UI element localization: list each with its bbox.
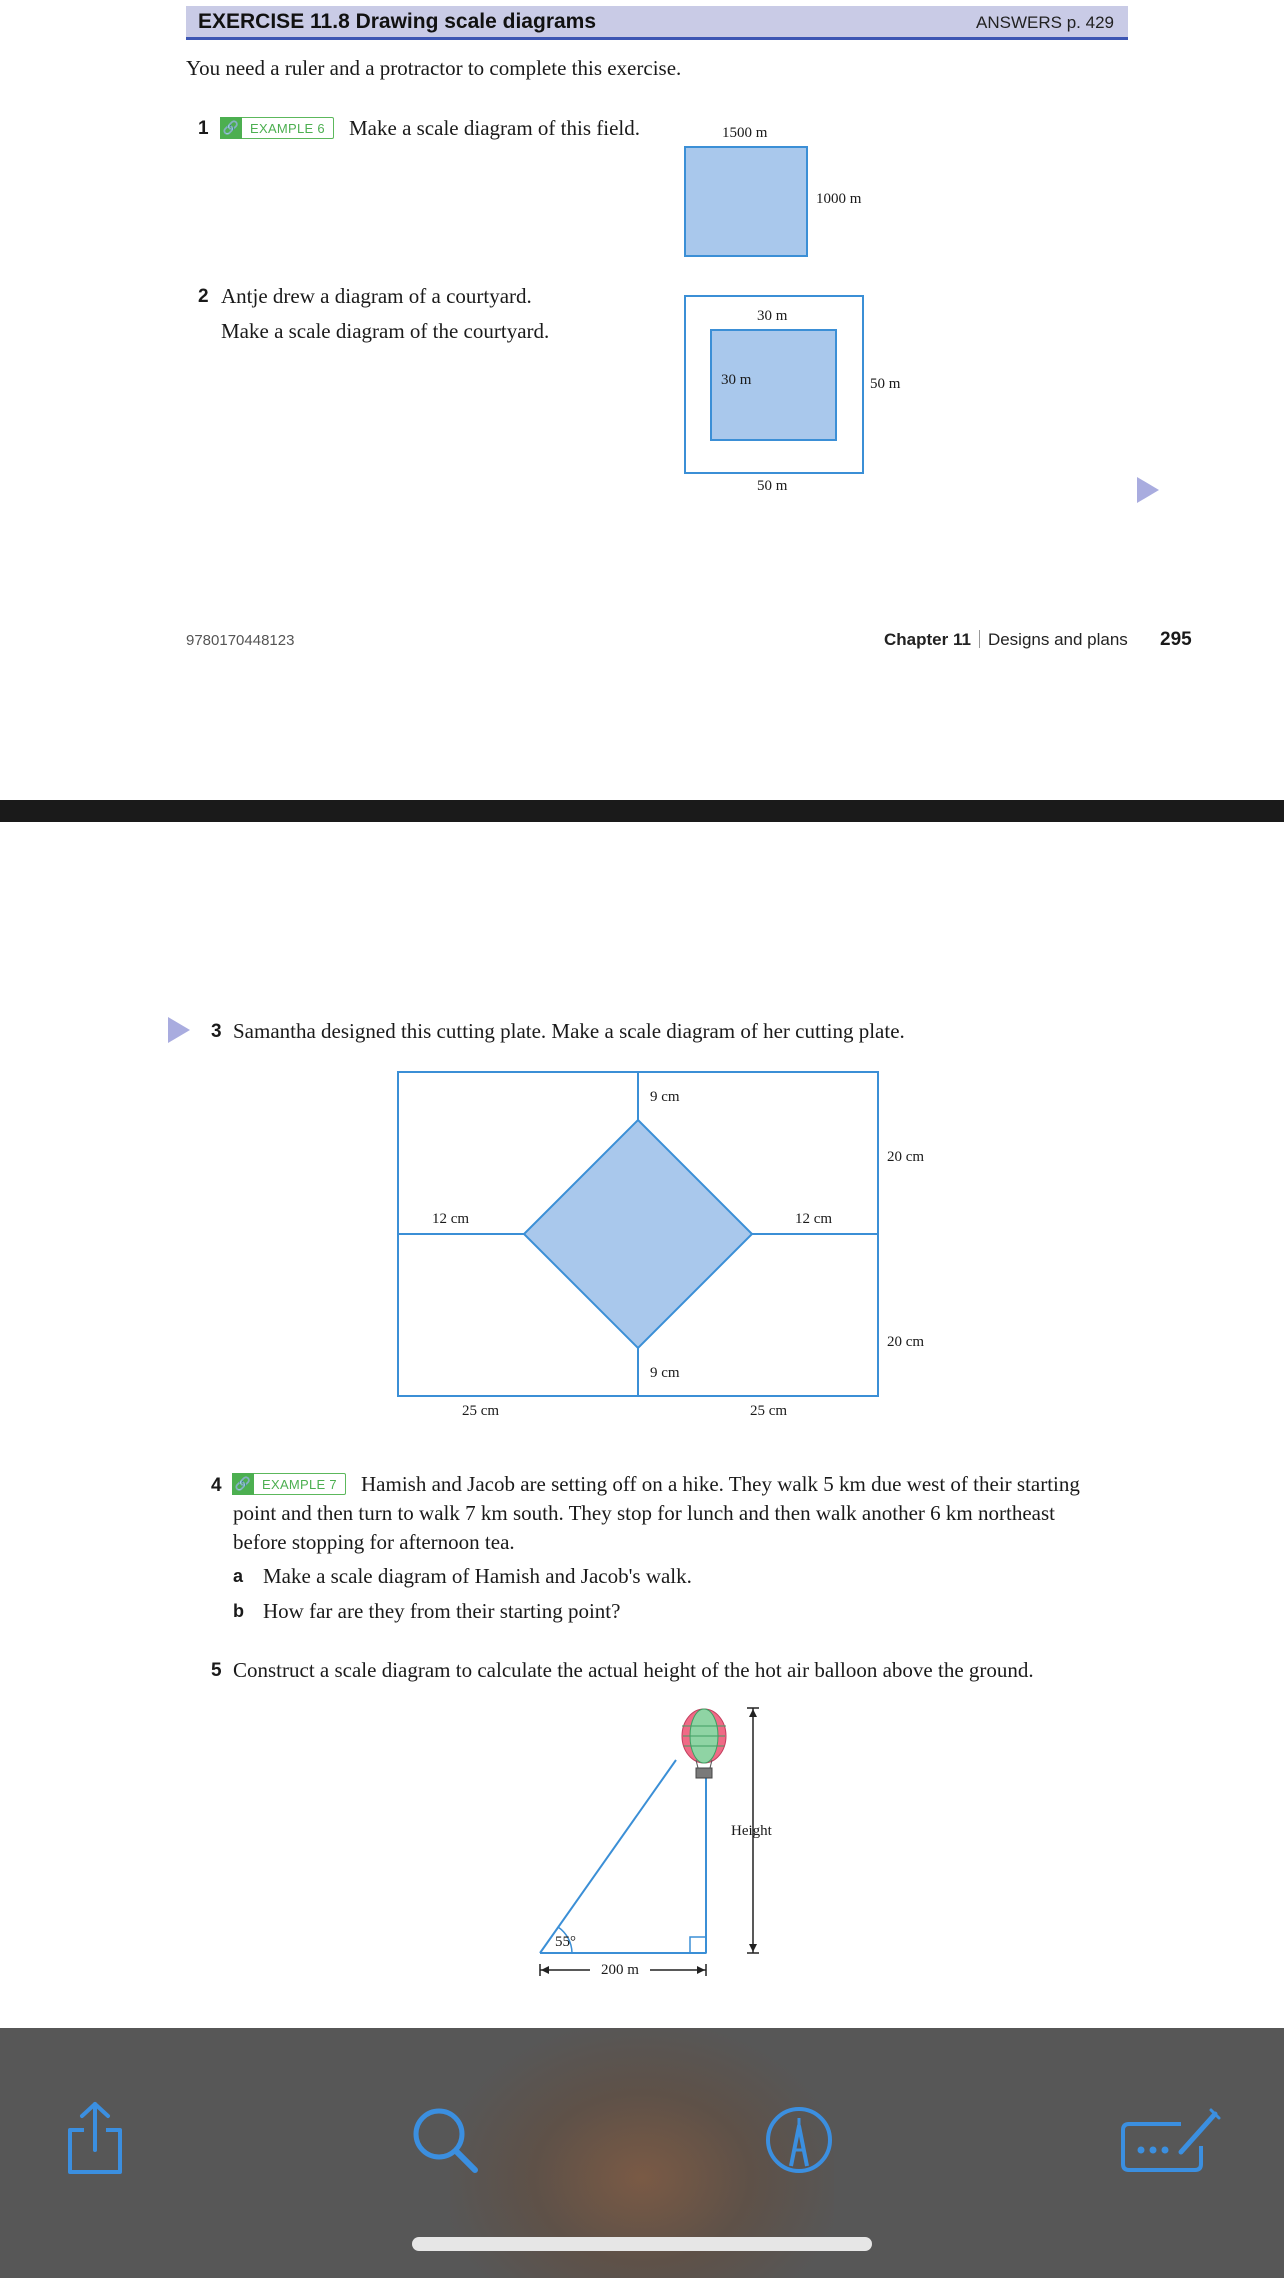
- share-icon: [64, 2100, 126, 2176]
- q4-line1: Hamish and Jacob are setting off on a hike. They walk 5 km due west of their starting: [361, 1472, 1080, 1496]
- link-icon: 🔗: [232, 1473, 254, 1495]
- q5-base-arrowhead-left: [541, 1966, 549, 1974]
- q4-example-label: EXAMPLE 7: [262, 1476, 337, 1492]
- isbn: 9780170448123: [186, 632, 295, 649]
- keyboard-pen-button[interactable]: [1116, 2095, 1226, 2185]
- q3-bottom-center-label: 9 cm: [650, 1365, 680, 1381]
- footer-separator: [979, 630, 980, 648]
- q1-example-label: EXAMPLE 6: [250, 120, 325, 136]
- prev-page-arrow-icon[interactable]: [168, 1017, 190, 1043]
- q2-outer-bottom-label: 50 m: [757, 478, 788, 494]
- q1-example-link[interactable]: [220, 117, 334, 139]
- chapter-number: Chapter 11: [884, 630, 971, 649]
- q4-number: 4: [211, 1475, 222, 1496]
- q4-line3: before stopping for afternoon tea.: [233, 1530, 515, 1554]
- exercise-title: EXERCISE 11.8 Drawing scale diagrams: [198, 10, 597, 33]
- exercise-banner: [186, 6, 1128, 40]
- q4-part-b-label: b: [233, 1601, 244, 1621]
- hot-air-balloon-icon: [682, 1709, 726, 1778]
- q2-inner-top-label: 30 m: [757, 308, 788, 324]
- q1-width-label: 1500 m: [722, 125, 768, 141]
- q5-height-arrowhead-up: [749, 1709, 757, 1717]
- q4-line2: point and then turn to walk 7 km south. They stop for lunch and then walk another 6 km northeast: [233, 1501, 1055, 1525]
- markup-icon: [763, 2104, 835, 2176]
- markup-button[interactable]: [754, 2095, 844, 2185]
- link-icon: 🔗: [220, 117, 242, 139]
- q5-number: 5: [211, 1660, 222, 1681]
- q2-line2: Make a scale diagram of the courtyard.: [221, 319, 550, 343]
- q3-right-lower-label: 20 cm: [887, 1334, 925, 1350]
- q3-left-mid-label: 12 cm: [432, 1211, 470, 1227]
- q1-field-rect: [684, 146, 808, 257]
- next-page-arrow-icon[interactable]: [1137, 477, 1159, 503]
- q5-right-angle-marker: [690, 1937, 706, 1953]
- share-button[interactable]: [50, 2093, 140, 2183]
- search-button[interactable]: [400, 2095, 490, 2185]
- q2-inner-left-label: 30 m: [721, 372, 752, 388]
- q3-bottom-left-label: 25 cm: [462, 1403, 500, 1419]
- q3-cutting-plate-diagram: [396, 1070, 880, 1402]
- q2-line1: Antje drew a diagram of a courtyard.: [221, 284, 532, 308]
- home-indicator[interactable]: [412, 2237, 872, 2251]
- chapter-title: Designs and plans: [987, 630, 1128, 649]
- q4-example-link[interactable]: [232, 1473, 346, 1495]
- q5-text: Construct a scale diagram to calculate the actual height of the hot air balloon above the ground.: [233, 1658, 1034, 1682]
- q3-bottom-right-label: 25 cm: [750, 1403, 788, 1419]
- q5-height-label: Height: [731, 1823, 772, 1839]
- q5-base-arrowhead-right: [697, 1966, 705, 1974]
- chapter-footer: [884, 630, 1128, 650]
- keyboard-pen-icon: [1119, 2104, 1223, 2176]
- q2-number: 2: [198, 286, 209, 307]
- q1-height-label: 1000 m: [816, 191, 862, 207]
- q5-base-label: 200 m: [601, 1962, 639, 1978]
- q4-part-a-label: a: [233, 1566, 244, 1586]
- page-number: 295: [1160, 629, 1192, 650]
- q1-text: Make a scale diagram of this field.: [349, 116, 640, 140]
- q2-outer-right-label: 50 m: [870, 376, 901, 392]
- answers-link[interactable]: ANSWERS p. 429: [976, 13, 1114, 32]
- q3-text: Samantha designed this cutting plate. Make a scale diagram of her cutting plate.: [233, 1019, 905, 1043]
- q5-angle-label: 55°: [555, 1934, 576, 1950]
- q4-part-b: How far are they from their starting point?: [263, 1599, 621, 1623]
- q3-right-mid-label: 12 cm: [795, 1211, 833, 1227]
- q3-diamond: [524, 1120, 752, 1348]
- q5-sight-line: [540, 1760, 676, 1953]
- q5-height-arrowhead-down: [749, 1944, 757, 1952]
- q1-number: 1: [198, 118, 209, 139]
- intro-text: You need a ruler and a protractor to complete this exercise.: [186, 56, 682, 80]
- q3-top-center-label: 9 cm: [650, 1089, 680, 1105]
- q4-part-a: Make a scale diagram of Hamish and Jacob's walk.: [263, 1564, 692, 1588]
- q3-number: 3: [211, 1021, 222, 1042]
- q3-right-upper-label: 20 cm: [887, 1149, 925, 1165]
- page-divider: [0, 800, 1284, 822]
- search-icon: [409, 2104, 481, 2176]
